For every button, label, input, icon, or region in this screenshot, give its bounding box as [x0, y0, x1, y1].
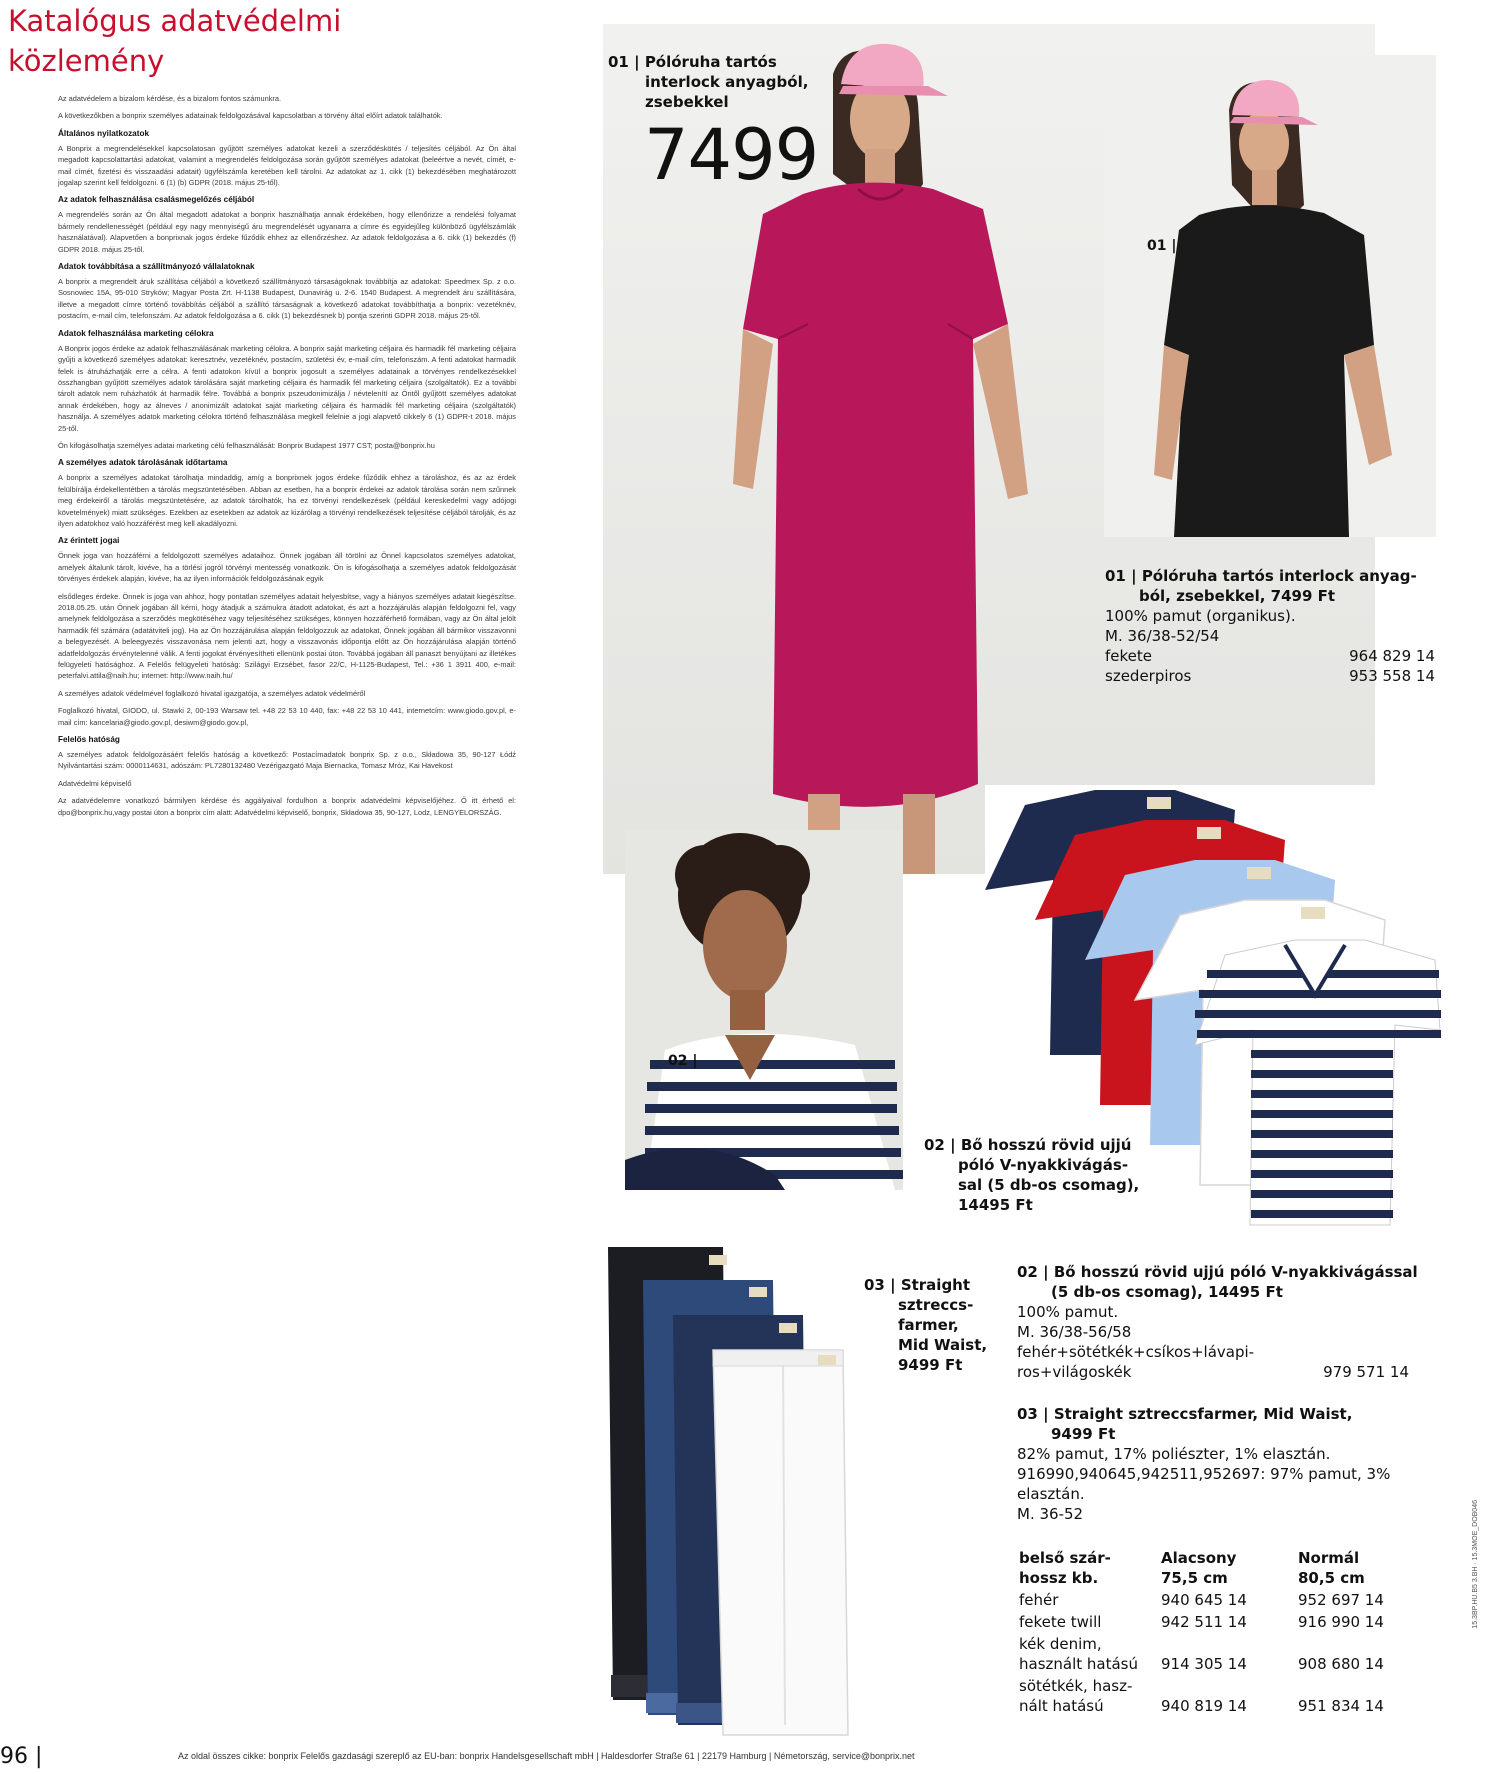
header-line: 80,5 cm	[1298, 1569, 1365, 1587]
product-photo-black-dress	[1104, 55, 1436, 537]
product-material: 100% pamut (organikus).	[1105, 607, 1296, 625]
paragraph: elsődleges érdeke. Önnek is joga van ahhoz, hogy pontatlan személyes adatait helyesbítse, vagy a hiányos személyes adatait kiegészítse. 2018.05.25. után Önnek jogában áll kérni, hogy átadjuk a számukra átadott adatokat, és azt a hozzájárulás alapján feldolgozni fel, vagy amelynek feldolgozása a szerződés megkötéséhez vagy teljesítéséhez szükséges, könnyen hozzáférhető formában, vagy az Ön által jelölt harmadik fél számára (adatátviteli jog). Ha az Ön hozzájárulása alapján feldolgozzuk az adatokat, Önnek jogában áll bármikor visszavonni a belegyezését. A beleegyezés visszavonása nem jelenti azt, hogy a visszavonás időpontja előtt az Ön hozzájárulása alapján történő adatfeldolgozás érvénytelenné válik. A fenti jogokat érvényesítheti ellenünk postai úton. Továbbá jogában áll panaszt benyújtani az illetékes felügyeleti hatósághoz. A Felelős felügyeleti hatóság: Szilágyi Erzsébet, fasor 22/C, H-1125-Budapest, Tel.: +36 1 3911 400, e-mail: peterfalvi.attila@naih.hu; internet: http://www.naih.hu/	[58, 591, 516, 681]
product-sizes: M. 36/38-52/54	[1105, 627, 1220, 645]
product-3-jeans-label	[864, 1275, 987, 1375]
product-sizes: M. 36-52	[1017, 1505, 1084, 1523]
product-name-line: 14495 Ft	[958, 1196, 1033, 1214]
table-cell: fekete twill	[1019, 1613, 1102, 1631]
product-3-info	[1017, 1404, 1437, 1524]
section-heading: Az érintett jogai	[58, 536, 120, 546]
table-cell: 940 645 14	[1161, 1591, 1247, 1609]
variant-color: szederpiros	[1105, 667, 1192, 685]
striped-tee-model-illustration	[625, 830, 903, 1190]
section-heading: Adatok felhasználása marketing célokra	[58, 328, 214, 338]
jeans-variant-table	[1017, 1546, 1420, 1718]
product-name-line: Straight	[900, 1276, 971, 1294]
product-title-line: ból, zsebekkel, 7499 Ft	[1139, 587, 1336, 605]
header-line: hossz kb.	[1019, 1569, 1099, 1587]
paragraph: A következőkben a bonprix személyes adatainak feldolgozásával kapcsolatban a törvény által előírt adatok találhatók.	[58, 111, 443, 121]
page-title	[8, 1, 520, 81]
product-1-photo-label	[608, 52, 808, 112]
table-header-row	[1019, 1548, 1418, 1588]
variant-colors-line: ros+világoskék	[1017, 1363, 1132, 1381]
table-row	[1019, 1676, 1418, 1716]
table-cell	[1161, 1676, 1296, 1716]
product-2-info	[1017, 1262, 1437, 1382]
page-number: 96 |	[0, 1744, 43, 1769]
product-2-photo-label: 02 |	[668, 1053, 698, 1069]
product-sizes: M. 36/38-56/58	[1017, 1323, 1132, 1341]
variant-colors-line: fehér+sötétkék+csíkos+lávapi-	[1017, 1343, 1255, 1361]
product-title-line: (5 db-os csomag), 14495 Ft	[1051, 1283, 1283, 1301]
paragraph: A Bonprix jogos érdeke az adatok felhasználásának marketing célokra. A bonprix saját marketing céljaira és harmadik fél marketing céljaira gyűjti a következő személyes adatokat: keresztnév, vezetéknév, postacím, születési év, e-mail cím, telefonszám. A fenti adatokat harmadik felek is átruházhatják erre a célra. A fenti adatokon kívül a bonprix jogosult a személyes adatainak a törvényes rendelkezésekkel összhangban gyűjtött személyes adatok tárolására saját marketing céljaira és harmadik fél marketing céljaira (szolgáltatók). Ez a további tárolt adatok nem ruházhatók át harmadik félre. Továbbá a bonprix pszeudonimizálja / névtelenítí az Öntől gyűjtött személyes adatokat annak érdekében, hogy az álneves / anonimizált adatokat saját marketing céljaira és harmadik fél marketing céljaira (szolgáltatók) használja. A személyes adatok marketing célokra történő felhasználása megkell felelnie a jogi alapvető cikkely 6 (1) GDPR-t 2018. május 25-től.	[58, 343, 516, 433]
table-cell	[1019, 1634, 1159, 1674]
header-line: belső szár-	[1019, 1549, 1111, 1567]
product-name-line: sztreccs-	[898, 1296, 974, 1314]
table-cell: fehér	[1019, 1591, 1059, 1609]
product-name-line: 9499 Ft	[898, 1356, 963, 1374]
product-name-line: Pólóruha tartós	[644, 53, 777, 71]
table-cell	[1019, 1676, 1159, 1716]
page-title-line-2: közlemény	[8, 44, 165, 78]
section-heading: A személyes adatok tárolásának időtartama	[58, 458, 228, 468]
variant-code: 979 571 14	[1323, 1363, 1409, 1381]
product-name-line: Bő hosszú rövid ujjú	[960, 1136, 1132, 1154]
paragraph: Önnek joga van hozzáférni a feldolgozott személyes adataihoz. Önnek jogában áll törölni az Önnel kapcsolatos személyes adatokat, amelyek általunk tárolt, kivéve, ha a törlési jogról törvényi mentesség vonatkozik. Ön is kifogásolhatja a személyes adatok feldolgozását törvényes érdekek alapján, kivéve, ha az ilyen információk feldolgozásának egyik	[58, 551, 516, 584]
cell-line: 914 305 14	[1161, 1655, 1247, 1673]
paragraph: Az adatvédelem a bizalom kérdése, és a bizalom fontos számunkra.	[58, 94, 282, 103]
table-cell	[1298, 1634, 1418, 1674]
page-footer: Az oldal összes cikke: bonprix Felelős gazdasági szereplő az EU-ban: bonprix Handelsgesellschaft mbH | Haldesdorfer Straße 61 | 22179 Hamburg | Németország, service@bonprix.net	[178, 1751, 915, 1761]
product-name-line: Mid Waist,	[898, 1336, 988, 1354]
section-heading: Általános nyilatkozatok	[58, 128, 149, 138]
cell-line: 940 819 14	[1161, 1697, 1247, 1715]
table-row	[1019, 1634, 1418, 1674]
table-row	[1019, 1590, 1418, 1610]
product-number: 02 |	[924, 1136, 956, 1154]
variant-row	[1105, 646, 1435, 666]
privacy-notice	[8, 0, 520, 1720]
paragraph: A személyes adatok védelmével foglalkozó hivatal igazgatója, a személyes adatok védelméről	[58, 688, 366, 698]
product-name-line: farmer,	[898, 1316, 959, 1334]
paragraph: Foglalkozó hivatal, GIODO, ul. Stawki 2, 00-193 Warsaw tel. +48 22 53 10 440, fax: +48 22 53 10 441, internetcím: www.giodo.gov.pl, e-mail cím: kancelaria@giodo.gov.pl, desiwm@giodo.gov.pl,	[58, 706, 516, 727]
product-title-line: 9499 Ft	[1051, 1425, 1116, 1443]
table-cell: 952 697 14	[1298, 1591, 1384, 1609]
privacy-body	[58, 93, 516, 818]
paragraph: A bonprix a megrendelt áruk szállítása céljából a következő szállítmányozó társaságoknak továbbítja az adatokat: Speedmex Sp. z o.o. Sosnowiec 15A, 95-010 Stryków; Magyar Posta Zrt. H-1138 Budapest, Dunavirág u. 2-6. 1540 Budapest. A megrendelt áru szállítására, illetve a megadott címre történő továbbítás céljából a szállító társaságnak a következő adatokat továbbíthatja a bonprix: vezetéknév, postacím, e-mail cím, telefonszám. Az adatok feldolgozása a 6. cikk (1) bekezdésnek b) pontja szerinti GDPR 2018. május 25-től.	[58, 277, 516, 321]
product-number: 03 |	[1017, 1405, 1049, 1423]
cell-line: sötétkék, hasz-	[1019, 1677, 1133, 1695]
product-name-line: interlock anyagból,	[645, 73, 809, 91]
table-cell: 916 990 14	[1298, 1613, 1384, 1631]
product-material: 916990,940645,942511,952697: 97% pamut, 3%	[1017, 1465, 1391, 1483]
product-name-line: póló V-nyakkivágás-	[958, 1156, 1129, 1174]
cell-line: használt hatású	[1019, 1655, 1138, 1673]
cell-line: kék denim,	[1019, 1635, 1102, 1653]
cell-line: nált hatású	[1019, 1697, 1104, 1715]
product-material: elasztán.	[1017, 1485, 1085, 1503]
header-line: 75,5 cm	[1161, 1569, 1228, 1587]
product-name-line: sal (5 db-os csomag),	[958, 1176, 1140, 1194]
side-catalog-code: 15.3BP.HU.B5 3.BH · 15.3MOE_DOB046	[1472, 1500, 1479, 1629]
product-1-small-label: 01 |	[1147, 238, 1177, 254]
cell-line: 951 834 14	[1298, 1697, 1384, 1715]
section-heading: Az adatok felhasználása csalásmegelőzés céljából	[58, 195, 255, 205]
table-cell	[1161, 1634, 1296, 1674]
product-material: 82% pamut, 17% poliészter, 1% elasztán.	[1017, 1445, 1331, 1463]
product-photo-striped-tee-model	[625, 830, 903, 1190]
product-number: 01 |	[1105, 567, 1137, 585]
jeans-stack-illustration	[603, 1245, 873, 1740]
cell-line: 908 680 14	[1298, 1655, 1384, 1673]
paragraph: A megrendelés során az Ön által megadott adatokat a bonprix használhatja annak érdekében, hogy ellenőrizze a rendelési folyamat bármely rendellenességét (például egy nagy mennyiségű áru megrendelését ugyanarra a címre és egyidejűleg különböző ügyfélszámlák használatával). Alapvetően a bonprixnak jogos érdeke fűződik ehhez az ellenőrzéshez. Az adatok feldolgozása a 6. cikk (1) bekezdés (f) GDPR 2018. május 25-től.	[58, 210, 516, 254]
product-1-price-big: 7499	[644, 114, 819, 196]
black-dress-model-illustration	[1104, 55, 1436, 537]
product-title-line: Pólóruha tartós interlock anyag-	[1141, 567, 1417, 585]
variant-color: fekete	[1105, 647, 1152, 665]
product-number: 03 |	[864, 1276, 896, 1294]
table-header-cell	[1298, 1548, 1418, 1588]
variant-code: 953 558 14	[1349, 667, 1435, 685]
product-number: 01 |	[608, 53, 640, 71]
table-header-cell	[1019, 1548, 1159, 1588]
paragraph: Ön kifogásolhatja személyes adatai marketing célú felhasználását: Bonprix Budapest 1977 CST; posta@bonprix.hu	[58, 440, 435, 450]
table-header-cell	[1161, 1548, 1296, 1588]
variant-row	[1017, 1362, 1409, 1382]
page-title-line-1: Katalógus adatvédelmi	[8, 4, 342, 38]
variant-row	[1105, 666, 1435, 686]
table-row	[1019, 1612, 1418, 1632]
header-line: Normál	[1298, 1549, 1360, 1567]
table-cell	[1298, 1676, 1418, 1716]
section-heading: Adatok továbbítása a szállítmányozó vállalatoknak	[58, 262, 255, 272]
table-cell: 942 511 14	[1161, 1613, 1247, 1631]
paragraph: A bonprix a személyes adatokat tárolhatja mindaddig, amíg a bonprixnek jogos érdeke fűződik ehhez a tároláshoz, és az az érdek felülbírálja érdekellentétben a tárolás megszüntetésében. Abban az esetben, ha a bonprix érdekei az adatok tárolása során nem szűnnek meg érdekeiről a tárolás megszüntetésére, az adatok tárolhatók, ha ez törvényi rendelkezések (például kereskedelmi vagy adójogi követelmények) miatt szükséges. Ezekben az esetekben az adatok az kizárólag a törvényi rendelkezések teljesítése céljából tárolják, és az ilyen adatokhoz való hozzáférést meg kell akadályozni.	[58, 473, 516, 528]
paragraph: Adatvédelmi képviselő	[58, 778, 132, 788]
product-material: 100% pamut.	[1017, 1303, 1119, 1321]
product-title-line: Bő hosszú rövid ujjú póló V-nyakkivágással	[1053, 1263, 1418, 1281]
variant-code: 964 829 14	[1349, 647, 1435, 665]
paragraph: Az adatvédelemre vonatkozó bármilyen kérdése és aggályaival fordulhon a bonprix adatvédelmi képviselőjéhez. Ő itt érhető el: dpo@bonprix.hu,vagy postai úton a bonprix cím alatt: Adatvédelmi képviselő, bonprix, Składowa 35, 90-127, Lodz, LENGYELORSZÁG.	[58, 796, 516, 817]
product-title-line: Straight sztreccsfarmer, Mid Waist,	[1053, 1405, 1353, 1423]
product-2-tshirt-label	[924, 1135, 1139, 1215]
paragraph: A Bonprix a megrendelésekkel kapcsolatosan gyűjtött személyes adatokat kezeli a szerződéskötés / teljesítés céljából. Az Ön által megadott kapcsolattartási adatokat, valamint a megrendelés feldolgozása során gyűjtött személyes adatokat (beleértve a nevét, címét, e-mail címét, fizetési és visszaadási adatait) ügyfélszámla keretében kell tárolni. Az adatokat az 1. cikk (1) bekezdésében meghatározott jogalap szerint kell feldolgozni. 6 (1) (b) GDPR (2018. május 25-től).	[58, 143, 516, 188]
product-1-info	[1105, 566, 1435, 686]
paragraph: A személyes adatok feldolgozásáért felelős hatóság a következő: Postacímadatok bonprix Sp. z o.o., Składowa 35, 90-127 Łódź Nyilvántartási szám: 0000114631, adószám: PL7280132480 Vezérigazgató Maja Biernacka, Tomasz Mróz, Kai Havekost	[58, 750, 516, 771]
product-photo-jeans-stack	[603, 1245, 873, 1740]
header-line: Alacsony	[1161, 1549, 1237, 1567]
product-number: 02 |	[1017, 1263, 1049, 1281]
product-name-line: zsebekkel	[645, 93, 729, 111]
section-heading: Felelős hatóság	[58, 735, 120, 745]
